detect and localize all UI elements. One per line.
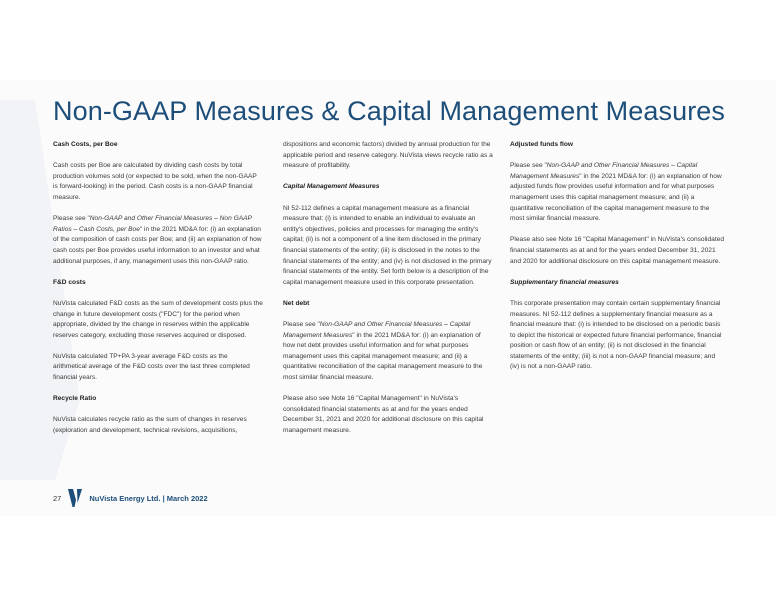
net-debt-paragraph-2: Please also see Note 16 "Capital Management" in NuVista's consolidated financial statements as at and for the years ended December 31, 2021 and 2020 for additional disclosure on this capital management measure. bbox=[283, 395, 484, 435]
adjusted-funds-flow-paragraph-2: Please also see Note 16 "Capital Management" in NuVista's consolidated financial statements as at and for the years ended December 31, 2021 and 2020 for additional disclosure on this capital management measure. bbox=[510, 236, 725, 265]
page-title: Non-GAAP Measures & Capital Management Measures bbox=[53, 96, 726, 126]
net-debt-paragraph-1: Please see "Non-GAAP and Other Financial Measures – Capital Management Measures" in the 2021 MD&A for: (i) an explanation of how net debt provides useful information and for what purposes management uses this capital management measure; and (ii) a quantitative reconciliation of the capital management measure to the most similar financial measure. bbox=[283, 321, 483, 382]
fd-costs-paragraph-1: NuVista calculated F&D costs as the sum of development costs plus the change in future development costs ("FDC") for the period when appropriate, divided by the change in reserves within the applicable reserves category, excluding those reserves acquired or disposed. bbox=[53, 299, 263, 339]
footer-company: NuVista Energy Ltd. | March 2022 bbox=[89, 493, 208, 503]
column-left bbox=[53, 140, 263, 447]
column-right bbox=[510, 140, 724, 384]
cash-costs-heading: Cash Costs, per Boe bbox=[53, 141, 118, 148]
cash-costs-paragraph-2: Please see "Non-GAAP and Other Financial Measures – Non GAAP Ratios – Cash Costs, per Boe" in the 2021 MD&A for: (i) an explanation of the composition of cash costs per Boe; and (ii) an explanation of how cash costs per Boe provides useful information to an investor and what additional purposes, if any, management uses this non-GAAP ratio. bbox=[53, 215, 262, 265]
adjusted-funds-flow-heading: Adjusted funds flow bbox=[510, 141, 574, 148]
recycle-ratio-continued: dispositions and economic factors) divided by annual production for the applicable period and reserve category. NuVista views recycle ratio as a measure of profitability. bbox=[283, 141, 493, 170]
column-middle bbox=[283, 140, 493, 447]
capital-management-heading: Capital Management Measures bbox=[283, 183, 380, 191]
fd-costs-heading: F&D costs bbox=[53, 278, 86, 286]
supplementary-measures-heading: Supplementary financial measures bbox=[510, 278, 619, 286]
capital-management-paragraph: NI 52-112 defines a capital management measure as a financial measure that: (i) is intended to enable an individual to evaluate an entity's objectives, policies and processes for managing the entity's capital; (ii) is not a component of a line item disclosed in the primary financial statements of the entity; (iii) is disclosed in the notes to the financial statements of the entity; and (iv) is not disclosed in the primary financial statements of the entity. Set forth below is a description of the capital management measure used in this corporate presentation. bbox=[283, 204, 492, 286]
supplementary-measures-paragraph: This corporate presentation may contain certain supplementary financial measures. NI 52-112 defines a supplementary financial measure as a financial measure that: (i) is intended to be disclosed on a periodic basis to depict the historical or expected future financial performance, financial position or cash flow of an entity; (ii) is not disclosed in the financial statements of the entity; (iii) is not a non-GAAP financial measure; and (iv) is not a non-GAAP ratio. bbox=[510, 299, 722, 371]
cash-costs-paragraph-1: Cash costs per Boe are calculated by dividing cash costs by total production volumes sold (or expected to be sold, when the non-GAAP is forward-looking) in the period. Cash costs is a non-GAAP financial measure. bbox=[53, 162, 257, 201]
page-number: 27 bbox=[53, 493, 62, 503]
net-debt-heading: Net debt bbox=[283, 299, 310, 307]
nuvista-v-logo-icon bbox=[68, 489, 82, 507]
footer bbox=[53, 489, 208, 507]
recycle-ratio-heading: Recycle Ratio bbox=[53, 395, 97, 403]
fd-costs-paragraph-2: NuVista calculated TP+PA 3-year average F&D costs as the arithmetical average of the F&D costs over the last three completed financial years. bbox=[53, 352, 250, 382]
adjusted-funds-flow-paragraph-1: Please see "Non-GAAP and Other Financial Measures – Capital Management Measures" in the 2021 MD&A for: (i) an explanation of how adjusted funds flow provides useful information and for what purposes management uses this capital management measure; and (ii) a quantitative reconciliation of the capital management measure to the most similar financial measure. bbox=[510, 162, 722, 223]
recycle-ratio-paragraph: NuVista calculates recycle ratio as the sum of changes in reserves (exploration and development, technical revisions, acquisitions, bbox=[53, 416, 247, 435]
